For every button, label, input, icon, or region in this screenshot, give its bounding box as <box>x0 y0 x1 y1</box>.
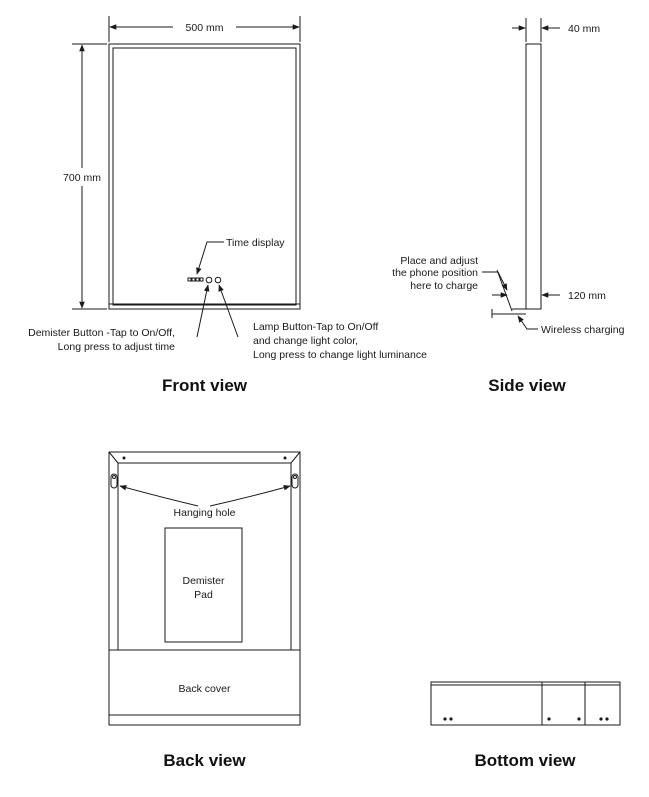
hanging-hole-left <box>111 474 117 488</box>
time-display <box>188 278 203 281</box>
side-view <box>392 18 624 395</box>
back-corner-tl <box>109 452 118 463</box>
depth-dimension: 40 mm <box>568 23 601 35</box>
lamp-button-icon <box>215 277 221 283</box>
hanging-hole-label: Hanging hole <box>173 507 236 519</box>
demister-leader <box>197 285 208 337</box>
demister-pad-line1: Demister <box>182 575 225 587</box>
hanging-leader-left <box>120 486 198 506</box>
screw-icon <box>577 717 580 720</box>
screw-icon <box>605 717 608 720</box>
front-view <box>28 16 427 395</box>
time-display-leader <box>197 242 224 274</box>
phone-label-line1: Place and adjust <box>400 255 478 267</box>
lamp-leader <box>219 285 238 337</box>
back-view <box>109 452 300 770</box>
phone-outline <box>497 270 512 311</box>
bottom-view-caption: Bottom view <box>474 751 576 770</box>
screw-icon <box>547 717 550 720</box>
phone-label-line2: the phone position <box>392 267 478 279</box>
screw-icon <box>599 717 602 720</box>
hanging-leader-right <box>210 486 290 506</box>
back-corner-tr <box>291 452 300 463</box>
bottom-view <box>431 682 620 770</box>
lamp-label-line1: Lamp Button-Tap to On/Off <box>253 321 379 333</box>
demister-pad-line2: Pad <box>194 589 213 601</box>
height-dimension: 700 mm <box>63 172 101 184</box>
time-display-label: Time display <box>226 237 285 249</box>
back-view-caption: Back view <box>163 751 246 770</box>
wireless-charging-label: Wireless charging <box>541 324 625 336</box>
bottom-outline <box>431 682 620 725</box>
bottom-dimension: 120 mm <box>568 290 606 302</box>
lamp-label-line2: and change light color, <box>253 335 359 347</box>
side-profile <box>526 44 541 309</box>
front-view-caption: Front view <box>161 376 248 395</box>
side-view-caption: Side view <box>488 376 566 395</box>
demister-label-line2: Long press to adjust time <box>57 341 175 353</box>
demister-label-line1: Demister Button -Tap to On/Off, <box>28 327 175 339</box>
front-mirror-outer <box>109 44 300 309</box>
wireless-leader <box>518 316 538 329</box>
screw-icon <box>123 457 126 460</box>
demister-button-icon <box>206 277 212 283</box>
hanging-hole-right <box>292 474 298 488</box>
width-dimension: 500 mm <box>185 22 224 34</box>
front-mirror-inner <box>113 48 296 305</box>
screw-icon <box>449 717 452 720</box>
back-cover-label: Back cover <box>178 683 231 695</box>
screw-icon <box>443 717 446 720</box>
screw-icon <box>284 457 287 460</box>
lamp-label-line3: Long press to change light luminance <box>253 349 427 361</box>
phone-label-line3: here to charge <box>410 280 478 292</box>
